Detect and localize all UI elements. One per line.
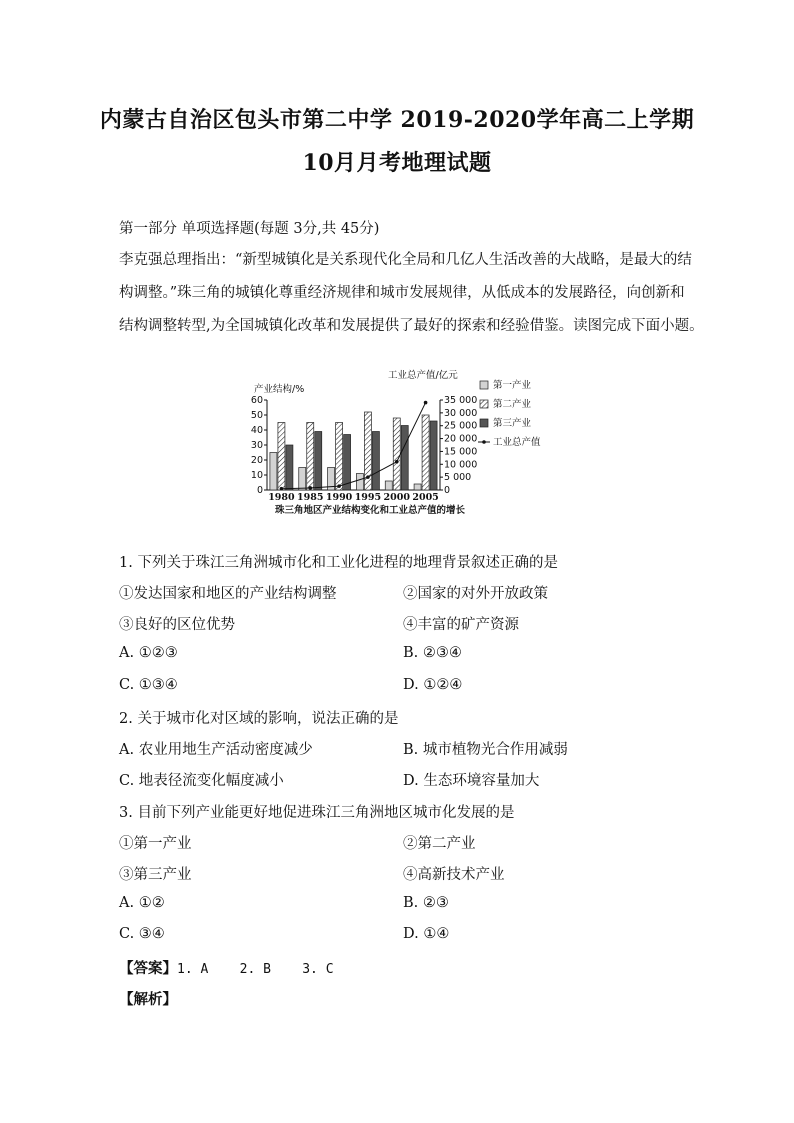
point-industrial-output	[308, 486, 312, 490]
point-industrial-output	[424, 401, 428, 405]
right-tick-label: 15 000	[444, 446, 478, 458]
industry-structure-chart	[240, 362, 570, 522]
question-2-option-b: B. 城市植物光合作用减弱	[403, 742, 568, 758]
question-1-item-1: ①发达国家和地区的产业结构调整	[119, 586, 337, 602]
question-3-option-a: A. ①②	[119, 895, 165, 911]
right-tick-label: 30 000	[444, 407, 478, 419]
question-2-option-c: C. 地表径流变化幅度减小	[119, 773, 284, 789]
point-industrial-output	[366, 475, 370, 479]
question-1-stem: 1. 下列关于珠江三角洲城市化和工业化进程的地理背景叙述正确的是	[119, 555, 558, 571]
right-axis-label: 工业总产值/亿元	[388, 370, 458, 381]
document-title-line-2: 10月月考地理试题	[302, 150, 492, 176]
right-tick-label: 35 000	[444, 395, 478, 406]
left-tick-label: 50	[250, 410, 263, 421]
x-tick-label: 1985	[297, 492, 324, 503]
x-tick-label: 1980	[268, 492, 295, 503]
document-title-line-1: 内蒙古自治区包头市第二中学 2019-2020学年高二上学期	[99, 107, 695, 133]
legend-label: 第一产业	[493, 380, 532, 391]
bar-第一产业-1995	[356, 474, 363, 491]
question-3-stem: 3. 目前下列产业能更好地促进珠江三角洲地区城市化发展的是	[119, 805, 515, 821]
bar-第二产业-2000	[393, 418, 400, 490]
bar-第一产业-1980	[270, 453, 277, 491]
left-tick-label: 30	[250, 440, 263, 451]
bar-第二产业-1980	[278, 423, 285, 491]
legend-swatch-第二产业	[480, 400, 488, 408]
x-tick-label: 2005	[412, 492, 439, 503]
point-industrial-output	[395, 460, 399, 464]
legend-label: 工业总产值	[493, 437, 541, 448]
question-2-option-d: D. 生态环境容量加大	[403, 773, 540, 789]
bar-第二产业-2005	[422, 415, 429, 490]
question-3-option-b: B. ②③	[403, 895, 449, 911]
x-tick-label: 2000	[383, 492, 410, 503]
question-3-option-d: D. ①④	[403, 926, 450, 942]
right-tick-label: 0	[444, 485, 451, 496]
x-tick-label: 1990	[325, 492, 353, 503]
question-3-item-1: ①第一产业	[119, 836, 192, 852]
legend-swatch-第三产业	[480, 419, 488, 427]
legend-label: 第三产业	[493, 418, 532, 429]
question-2-stem: 2. 关于城市化对区域的影响，说法正确的是	[119, 711, 399, 727]
intro-paragraph-line-2: 构调整。”珠三角的城镇化尊重经济规律和城市发展规律，从低成本的发展路径，向创新和	[119, 285, 685, 301]
question-3-item-2: ②第二产业	[403, 836, 476, 852]
question-2-option-a: A. 农业用地生产活动密度减少	[119, 742, 313, 758]
intro-paragraph-line-1: 李克强总理指出：“新型城镇化是关系现代化全局和几亿人生活改善的大战略，是最大的结	[119, 252, 692, 268]
bar-第一产业-1985	[299, 468, 306, 491]
legend-point-swatch	[482, 440, 486, 444]
left-tick-label: 10	[250, 470, 263, 481]
bar-第三产业-2000	[401, 426, 408, 491]
legend-swatch-第一产业	[480, 381, 488, 389]
point-industrial-output	[280, 487, 284, 491]
right-tick-label: 25 000	[444, 420, 478, 432]
bar-第二产业-1990	[336, 423, 343, 491]
bar-第三产业-1995	[372, 432, 379, 491]
right-tick-label: 10 000	[444, 459, 478, 471]
bar-第三产业-1980	[286, 445, 293, 490]
answer-row	[119, 957, 334, 978]
chart-svg	[240, 362, 570, 522]
section-heading: 第一部分 单项选择题(每题 3分,共 45分)	[119, 221, 380, 237]
point-industrial-output	[337, 484, 341, 488]
chart-title: 珠三角地区产业结构变化和工业总产值的增长	[274, 505, 466, 516]
left-tick-label: 0	[256, 485, 263, 496]
answer-text: 1. A 2. B 3. C	[177, 962, 334, 977]
bar-第三产业-1990	[344, 435, 351, 491]
question-3-item-3: ③第三产业	[119, 867, 192, 883]
bar-第二产业-1985	[307, 423, 314, 491]
right-tick-label: 5 000	[444, 472, 472, 484]
left-axis-label: 产业结构/%	[254, 384, 305, 395]
intro-paragraph-line-3: 结构调整转型,为全国城镇化改革和发展提供了最好的探索和经验借鉴。读图完成下面小题。	[119, 318, 704, 334]
left-tick-label: 60	[250, 395, 263, 406]
answer-label: 【答案】	[119, 960, 177, 977]
question-1-option-c: C. ①③④	[119, 677, 178, 693]
question-1-option-d: D. ①②④	[403, 677, 463, 693]
analysis-label: 【解析】	[119, 991, 177, 1008]
question-3-option-c: C. ③④	[119, 926, 165, 942]
legend-label: 第二产业	[493, 399, 532, 410]
bar-第三产业-1985	[315, 432, 322, 491]
question-1-option-b: B. ②③④	[403, 645, 462, 661]
bar-第三产业-2005	[430, 421, 437, 490]
right-tick-label: 20 000	[444, 433, 478, 445]
question-1-item-3: ③良好的区位优势	[119, 617, 235, 633]
question-3-item-4: ④高新技术产业	[403, 867, 505, 883]
bar-第一产业-2005	[414, 484, 421, 490]
left-tick-label: 40	[250, 425, 263, 436]
question-1-item-2: ②国家的对外开放政策	[403, 586, 548, 602]
question-1-item-4: ④丰富的矿产资源	[403, 617, 519, 633]
question-1-option-a: A. ①②③	[119, 645, 178, 661]
bar-第一产业-2000	[385, 481, 392, 490]
left-tick-label: 20	[250, 455, 263, 466]
x-tick-label: 1995	[354, 492, 382, 503]
